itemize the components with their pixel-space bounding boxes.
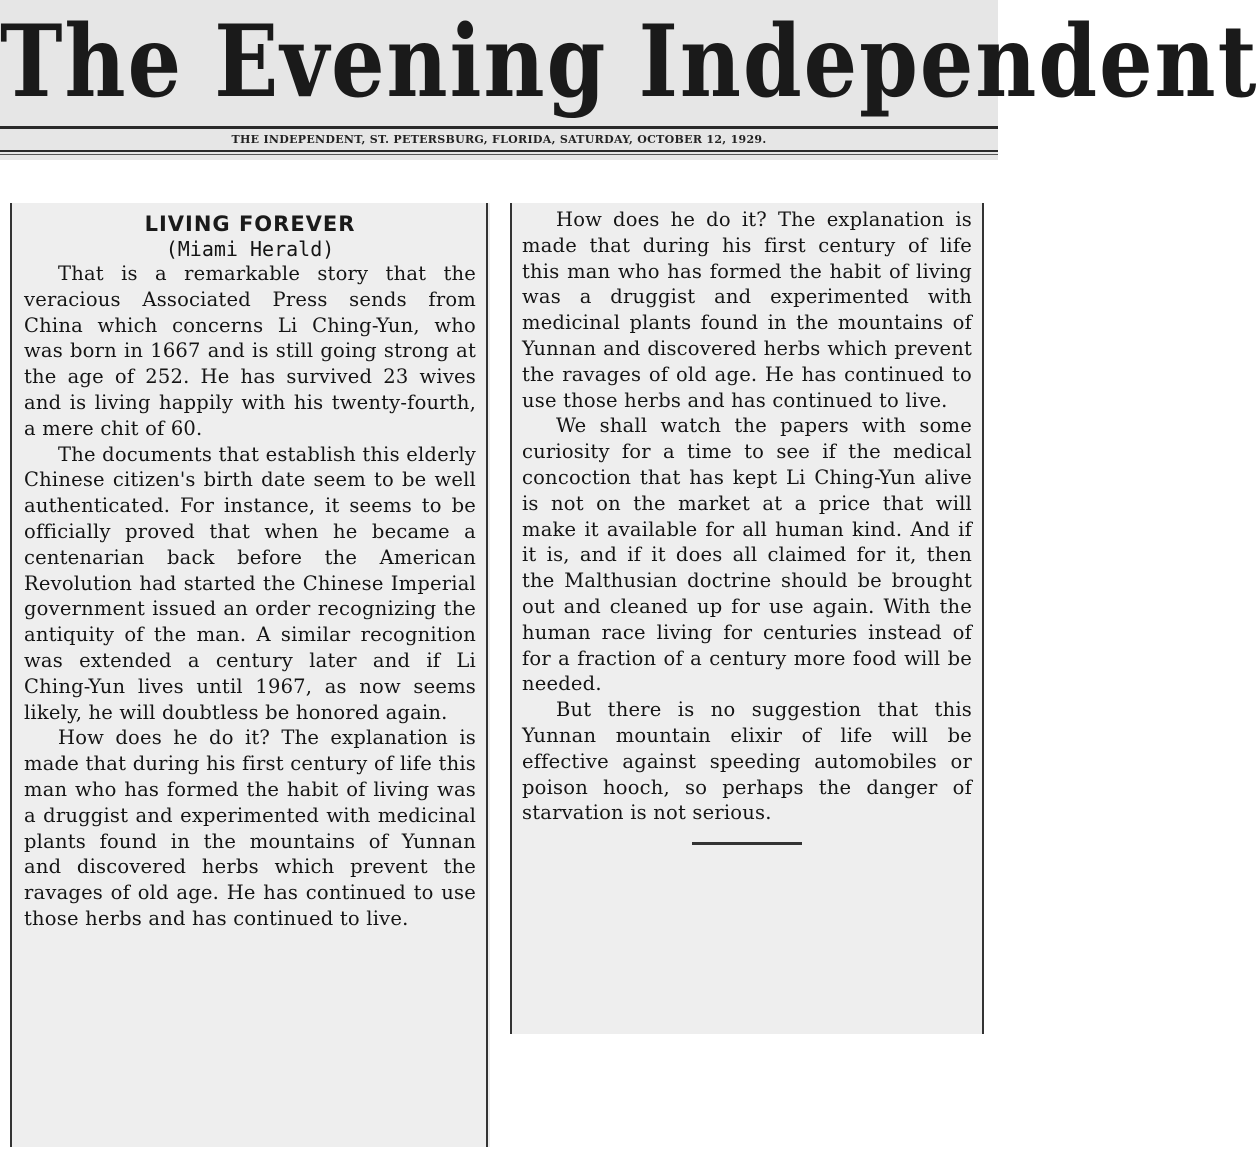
masthead-rule (0, 126, 998, 129)
masthead (0, 0, 1258, 160)
article-paragraph: But there is no suggestion that this Yunnan mountain elixir of life will be effective against speeding automobiles or poison hooch, so perhaps the danger of starvation is not serious. (522, 698, 972, 825)
masthead-rule (0, 150, 998, 152)
article-paragraph: How does he do it? The explanation is made that during his first century of life this man who has formed the habit of living was a druggist and experimented with medicinal plants found in the mountains of Yunnan and discovered herbs which prevent the ravages of old age. He has continued to use those herbs and has continued to live. (522, 208, 972, 412)
masthead-rule (0, 154, 998, 155)
dateline: THE INDEPENDENT, ST. PETERSBURG, FLORIDA, SATURDAY, OCTOBER 12, 1929. (231, 133, 767, 146)
column-rule (510, 203, 512, 1034)
article-paragraph: That is a remarkable story that the veracious Associated Press sends from China which concerns Li Ching-Yun, who was born in 1667 and is still going strong at the age of 252. He has survived 23 wives and is living happily with his twenty-fourth, a mere chit of 60. (24, 262, 476, 440)
article-headline: LIVING FOREVER (144, 212, 356, 236)
column-rule (486, 203, 488, 1147)
column-rule (10, 203, 12, 1147)
article-column-1 (10, 203, 490, 1147)
article-source: (Miami Herald) (165, 237, 335, 261)
end-of-article-rule (692, 842, 802, 845)
article-column-2 (510, 203, 984, 1034)
article-paragraph: How does he do it? The explanation is made that during his first century of life this man who has formed the habit of living was a druggist and experimented with medicinal plants found in the mountains of Yunnan and discovered herbs which prevent the ravages of old age. He has continued to use those herbs and has continued to live. (24, 726, 476, 930)
column-rule (982, 203, 984, 1034)
newspaper-title: The Evening Independent (0, 3, 1258, 120)
article-paragraph: The documents that establish this elderly Chinese citizen's birth date seem to be well authenticated. For instance, it seems to be officially proved that when he became a centenarian back before the American Revolution had started the Chinese Imperial government issued an order recognizing the antiquity of the man. A similar recognition was extended a century later and if Li Ching-Yun lives until 1967, as now seems likely, he will doubtless be honored again. (24, 442, 476, 724)
article-paragraph: We shall watch the papers with some curiosity for a time to see if the medical concoction that has kept Li Ching-Yun alive is not on the market at a price that will make it available for all human kind. And if it is, and if it does all claimed for it, then the Malthusian doctrine should be brought out and cleaned up for use again. With the human race living for centuries instead of for a fraction of a century more food will be needed. (522, 414, 972, 696)
